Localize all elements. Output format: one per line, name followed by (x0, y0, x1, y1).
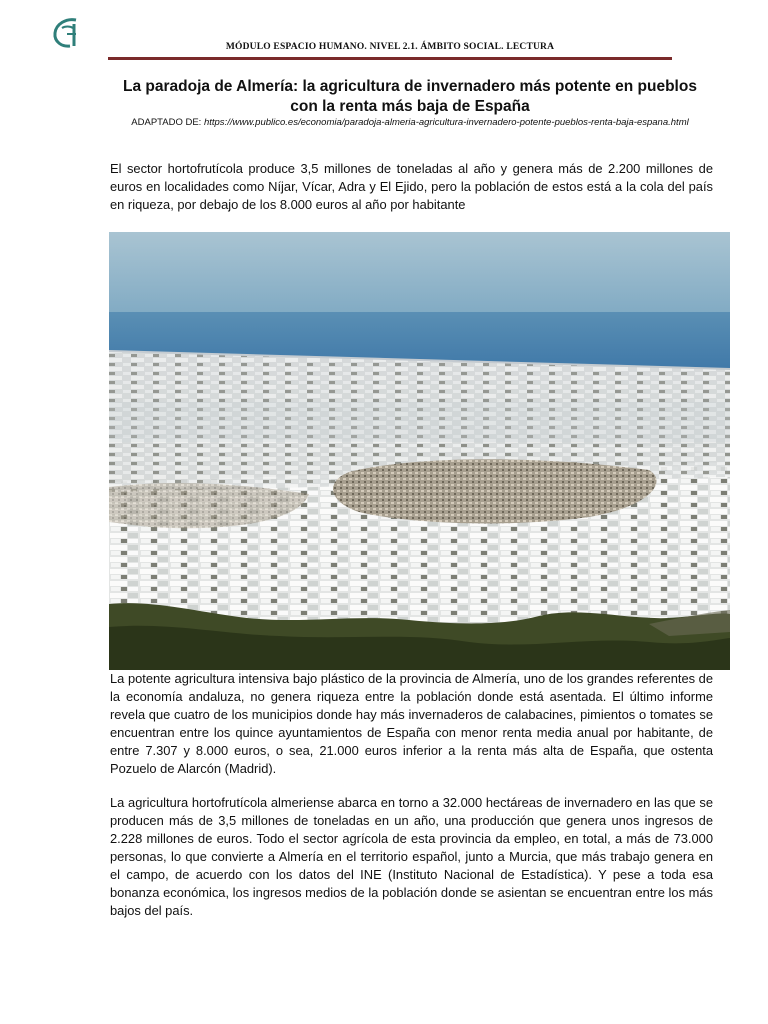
article-source (110, 117, 710, 129)
article-intro: El sector hortofrutícola produce 3,5 millones de toneladas al año y genera más de 2.200 millones de euros en localidades como Níjar, Vícar, Adra y El Ejido, pero la población de estos está a la cola del país en riqueza, por debajo de los 8.000 euros al año por habitante (110, 161, 713, 212)
source-prefix: ADAPTADO DE: (131, 117, 204, 128)
article-title (110, 77, 710, 117)
module-header: MÓDULO ESPACIO HUMANO. NIVEL 2.1. ÁMBITO SOCIAL. LECTURA (225, 42, 555, 52)
greenhouse-aerial-photo (109, 232, 730, 670)
school-logo-icon (50, 16, 84, 50)
article-title-line-2: con la renta más baja de España (290, 98, 530, 115)
header-divider (108, 57, 672, 60)
article-title-line-1: La paradoja de Almería: la agricultura de invernadero más potente en pueblos (123, 78, 697, 95)
article-paragraph-2: La agricultura hortofrutícola almeriense abarca en torno a 32.000 hectáreas de invernadero en las que se producen más de 3,5 millones de toneladas en un año, una producción que genera unos ingresos de 2.228 millones de euros. Todo el sector agrícola de esta provincia da empleo, en total, a más de 73.000 personas, lo que convierte a Almería en el territorio español, junto a Murcia, que más trabajo genera en el campo, de acuerdo con los datos del INE (Instituto Nacional de Estadística). Y pese a toda esa bonanza económica, los ingresos medios de la población donde se asientan se encuentran entre los más bajos del país. (110, 795, 713, 918)
article-paragraph-1: La potente agricultura intensiva bajo plástico de la provincia de Almería, uno de los grandes referentes de la economía andaluza, no genera riqueza entre la población donde está asentada. El último informe revela que cuatro de los municipios donde hay más invernaderos de calabacines, pimientos o tomates se encuentran entre los quince ayuntamientos de España con menor renta media anual por habitante, de entre 7.307 y 8.000 euros, o sea, 21.000 euros inferior a la renta más alta de España, que ostenta Pozuelo de Alarcón (Madrid). (110, 671, 713, 776)
source-url: https://www.publico.es/economia/paradoja-almeria-agricultura-invernadero-potente-pueblos-renta-baja-espana.html (203, 117, 689, 128)
